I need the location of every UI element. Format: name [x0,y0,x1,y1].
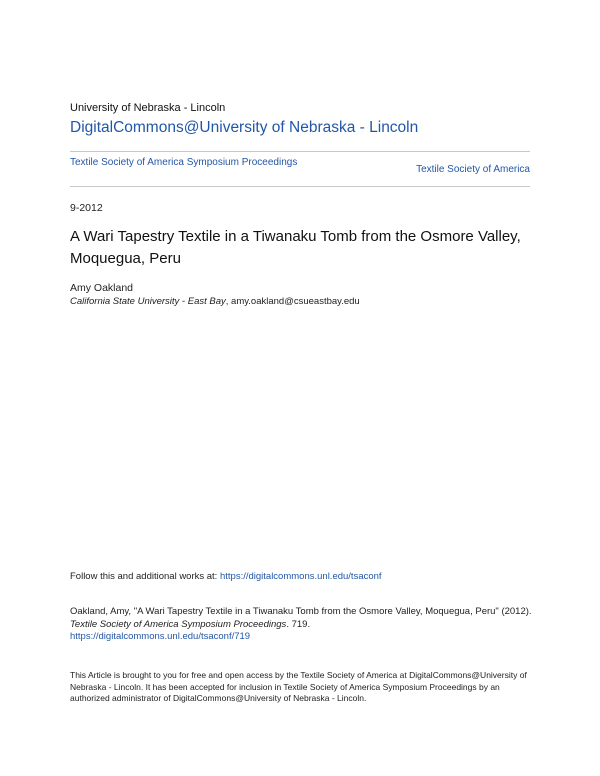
series-link-proceedings[interactable]: Textile Society of America Symposium Proceedings [70,157,298,168]
publication-date: 9-2012 [70,202,103,214]
author-email: , amy.oakland@csueastbay.edu [225,296,360,307]
follow-line [70,571,382,582]
divider-bottom [70,186,530,187]
follow-text: Follow this and additional works at: [70,571,220,582]
institution-name: University of Nebraska - Lincoln [70,102,226,114]
article-title: A Wari Tapestry Textile in a Tiwanaku Tomb from the Osmore Valley, Moquegua, Peru [70,228,521,267]
divider-top [70,151,530,152]
citation [70,606,540,644]
author-affiliation [70,296,360,307]
citation-journal: Textile Society of America Symposium Proceedings [70,618,287,630]
author-name: Amy Oakland [70,282,134,294]
access-notice: This Article is brought to you for free and open access by the Textile Society of America at DigitalCommons@University of Nebraska - Lincoln. It has been accepted for inclusion in Textile Society of America Symposium Proceedings by an authorized administrator of DigitalCommons@University of Nebraska - Lincoln. [70,670,527,703]
citation-link[interactable]: https://digitalcommons.unl.edu/tsaconf/719 [70,631,251,642]
repository-link[interactable]: DigitalCommons@University of Nebraska - Lincoln [70,119,419,136]
citation-prefix: Oakland, Amy, "A Wari Tapestry Textile in a Tiwanaku Tomb from the Osmore Valley, Moquegua, Peru" (2012). [70,606,532,617]
citation-suffix: . 719. [286,618,311,630]
series-link-society[interactable]: Textile Society of America [416,164,530,175]
affiliation-institution: California State University - East Bay [70,296,226,307]
follow-link[interactable]: https://digitalcommons.unl.edu/tsaconf [219,571,382,582]
